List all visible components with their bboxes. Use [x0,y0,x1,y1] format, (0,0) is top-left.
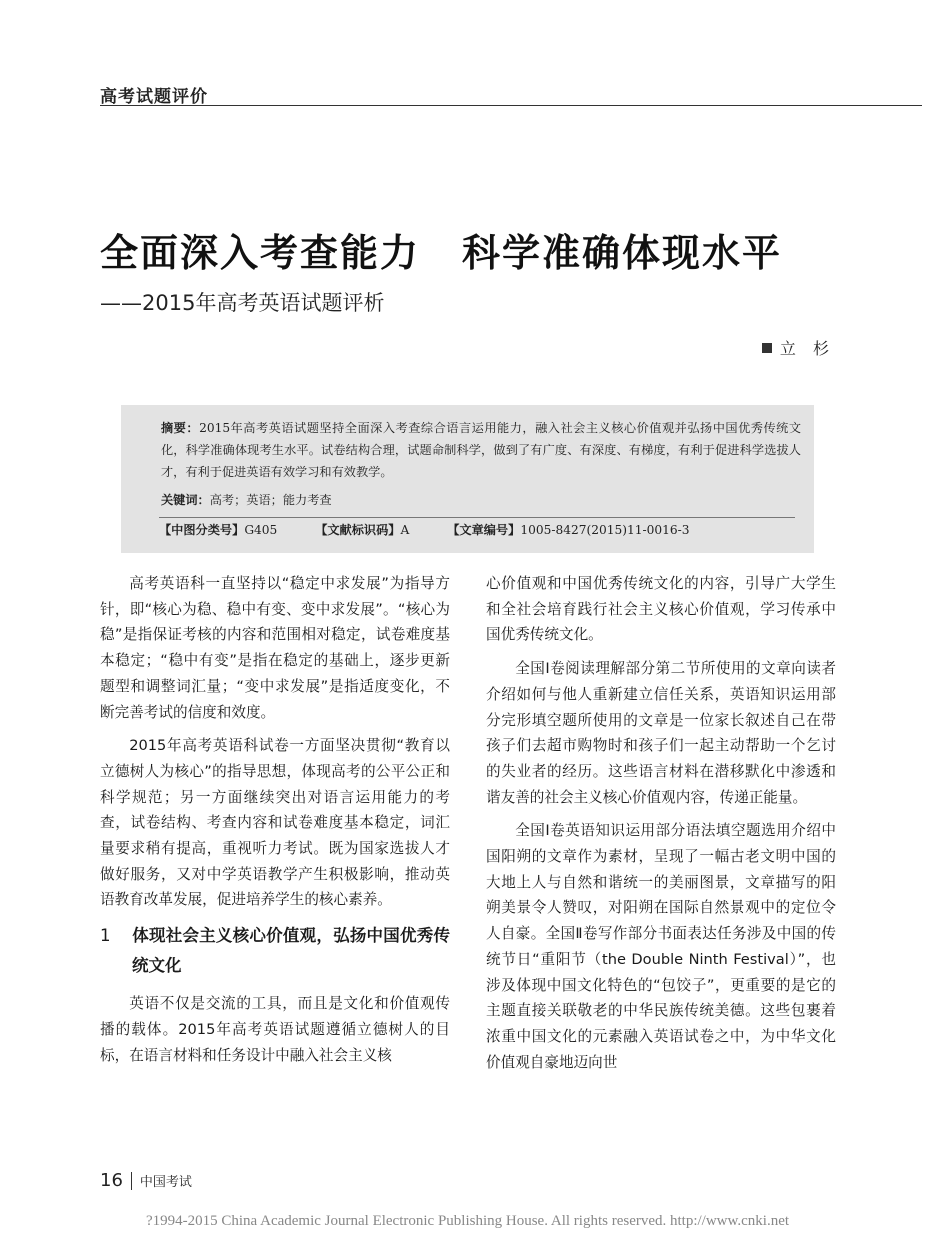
article-title [100,222,860,277]
section-number: 1 [100,926,111,946]
body-column-right [486,571,836,1083]
paragraph: 高考英语科一直坚持以“稳定中求发展”为指导方针，即“核心为稳、稳中有变、变中求发展”。“核心为稳”是指保证考核的内容和范围相对稳定，试卷难度基本稳定；“稳中有变”是指在稳定的基础上，逐步更新题型和调整词汇量；“变中求发展”是指适度变化，不断完善考试的信度和效度。 [100,575,450,721]
keywords-value: 高考；英语；能力考查 [209,493,332,507]
author [762,336,835,359]
page-footer [100,1170,192,1191]
abstract-text [161,417,801,483]
paragraph: 2015年高考英语科试卷一方面坚决贯彻“教育以立德树人为核心”的指导思想，体现高考的公平公正和科学规范；另一方面继续突出对语言运用能力的考查，试卷结构、考查内容和试卷难度基本稳定，词汇量要求稍有提高，重视听力考试。既为国家选拔人才做好服务，又对中学英语教学产生积极影响，推动英语教育改革发展，促进培养学生的核心素养。 [100,737,450,909]
page-number: 16 [100,1170,123,1191]
abstract-divider [159,517,795,518]
footer-divider [131,1172,132,1190]
abstract-box [121,405,814,553]
author-name: 立 杉 [779,339,835,358]
clc-value: G405 [244,523,278,537]
abstract-body: 2015年高考英语试题坚持全面深入考查综合语言运用能力，融入社会主义核心价值观并弘扬中国优秀传统文化，科学准确体现考生水平。试卷结构合理，试题命制科学，做到了有广度、有深度、有梯度，有利于促进科学选拔人才，有利于促进英语有效学习和有效教学。 [161,421,802,479]
section-heading-1 [100,921,450,981]
clc-label: 【中图分类号】 [159,523,245,537]
paragraph: 英语不仅是交流的工具，而且是文化和价值观传播的载体。2015年高考英语试题遵循立德树人的目标，在语言材料和任务设计中融入社会主义核 [100,995,450,1064]
journal-name: 中国考试 [139,1175,192,1190]
article-no-label: 【文章编号】 [447,523,521,537]
keywords-label: 关键词： [161,493,210,507]
header-rule [100,105,922,106]
square-bullet-icon [762,343,772,353]
paragraph: 全国Ⅰ卷阅读理解部分第二节所使用的文章向读者介绍如何与他人重新建立信任关系，英语知识运用部分完形填空题所使用的文章是一位家长叙述自己在带孩子们去超市购物时和孩子们一起主动帮助一个乞讨的失业者的经历。这些语言材料在潜移默化中渗透和谐友善的社会主义核心价值观内容，传递正能量。 [486,660,836,806]
section-heading-text: 体现社会主义核心价值观，弘扬中国优秀传统文化 [132,926,450,976]
title-part-2: 科学准确体现水平 [462,230,783,275]
abstract-label: 摘要： [161,421,200,435]
body-column-left [100,571,450,1076]
title-part-1: 全面深入考查能力 [100,230,421,275]
keywords [161,491,332,508]
doc-code-value: A [400,523,410,537]
section-label: 高考试题评价 [100,87,208,107]
classification-ids [159,521,724,538]
paragraph: 心价值观和中国优秀传统文化的内容，引导广大学生和全社会培育践行社会主义核心价值观，学习传承中国优秀传统文化。 [486,575,836,644]
article-subtitle: ——2015年高考英语试题评析 [100,291,385,315]
paragraph: 全国Ⅰ卷英语知识运用部分语法填空题选用介绍中国阳朔的文章作为素材，呈现了一幅古老文明中国的大地上人与自然和谐统一的美丽图景，文章描写的阳朔美景令人赞叹，对阳朔在国际自然景观中的定位令人自豪。全国Ⅱ卷写作部分书面表达任务涉及中国的传统节日“重阳节（the Double Ninth Festival）”，也涉及体现中国文化特色的“包饺子”，更重要的是它的主题直接关联敬老的中华民族传统美德。这些包裹着浓重中国文化的元素融入英语试卷之中，为中华文化价值观自豪地迈向世 [486,822,836,1071]
copyright-notice: ?1994-2015 China Academic Journal Electronic Publishing House. All rights reserved. http://www.cnki.net [145,1213,790,1229]
doc-code-label: 【文献标识码】 [315,523,401,537]
article-no-value: 1005-8427(2015)11-0016-3 [520,523,690,537]
